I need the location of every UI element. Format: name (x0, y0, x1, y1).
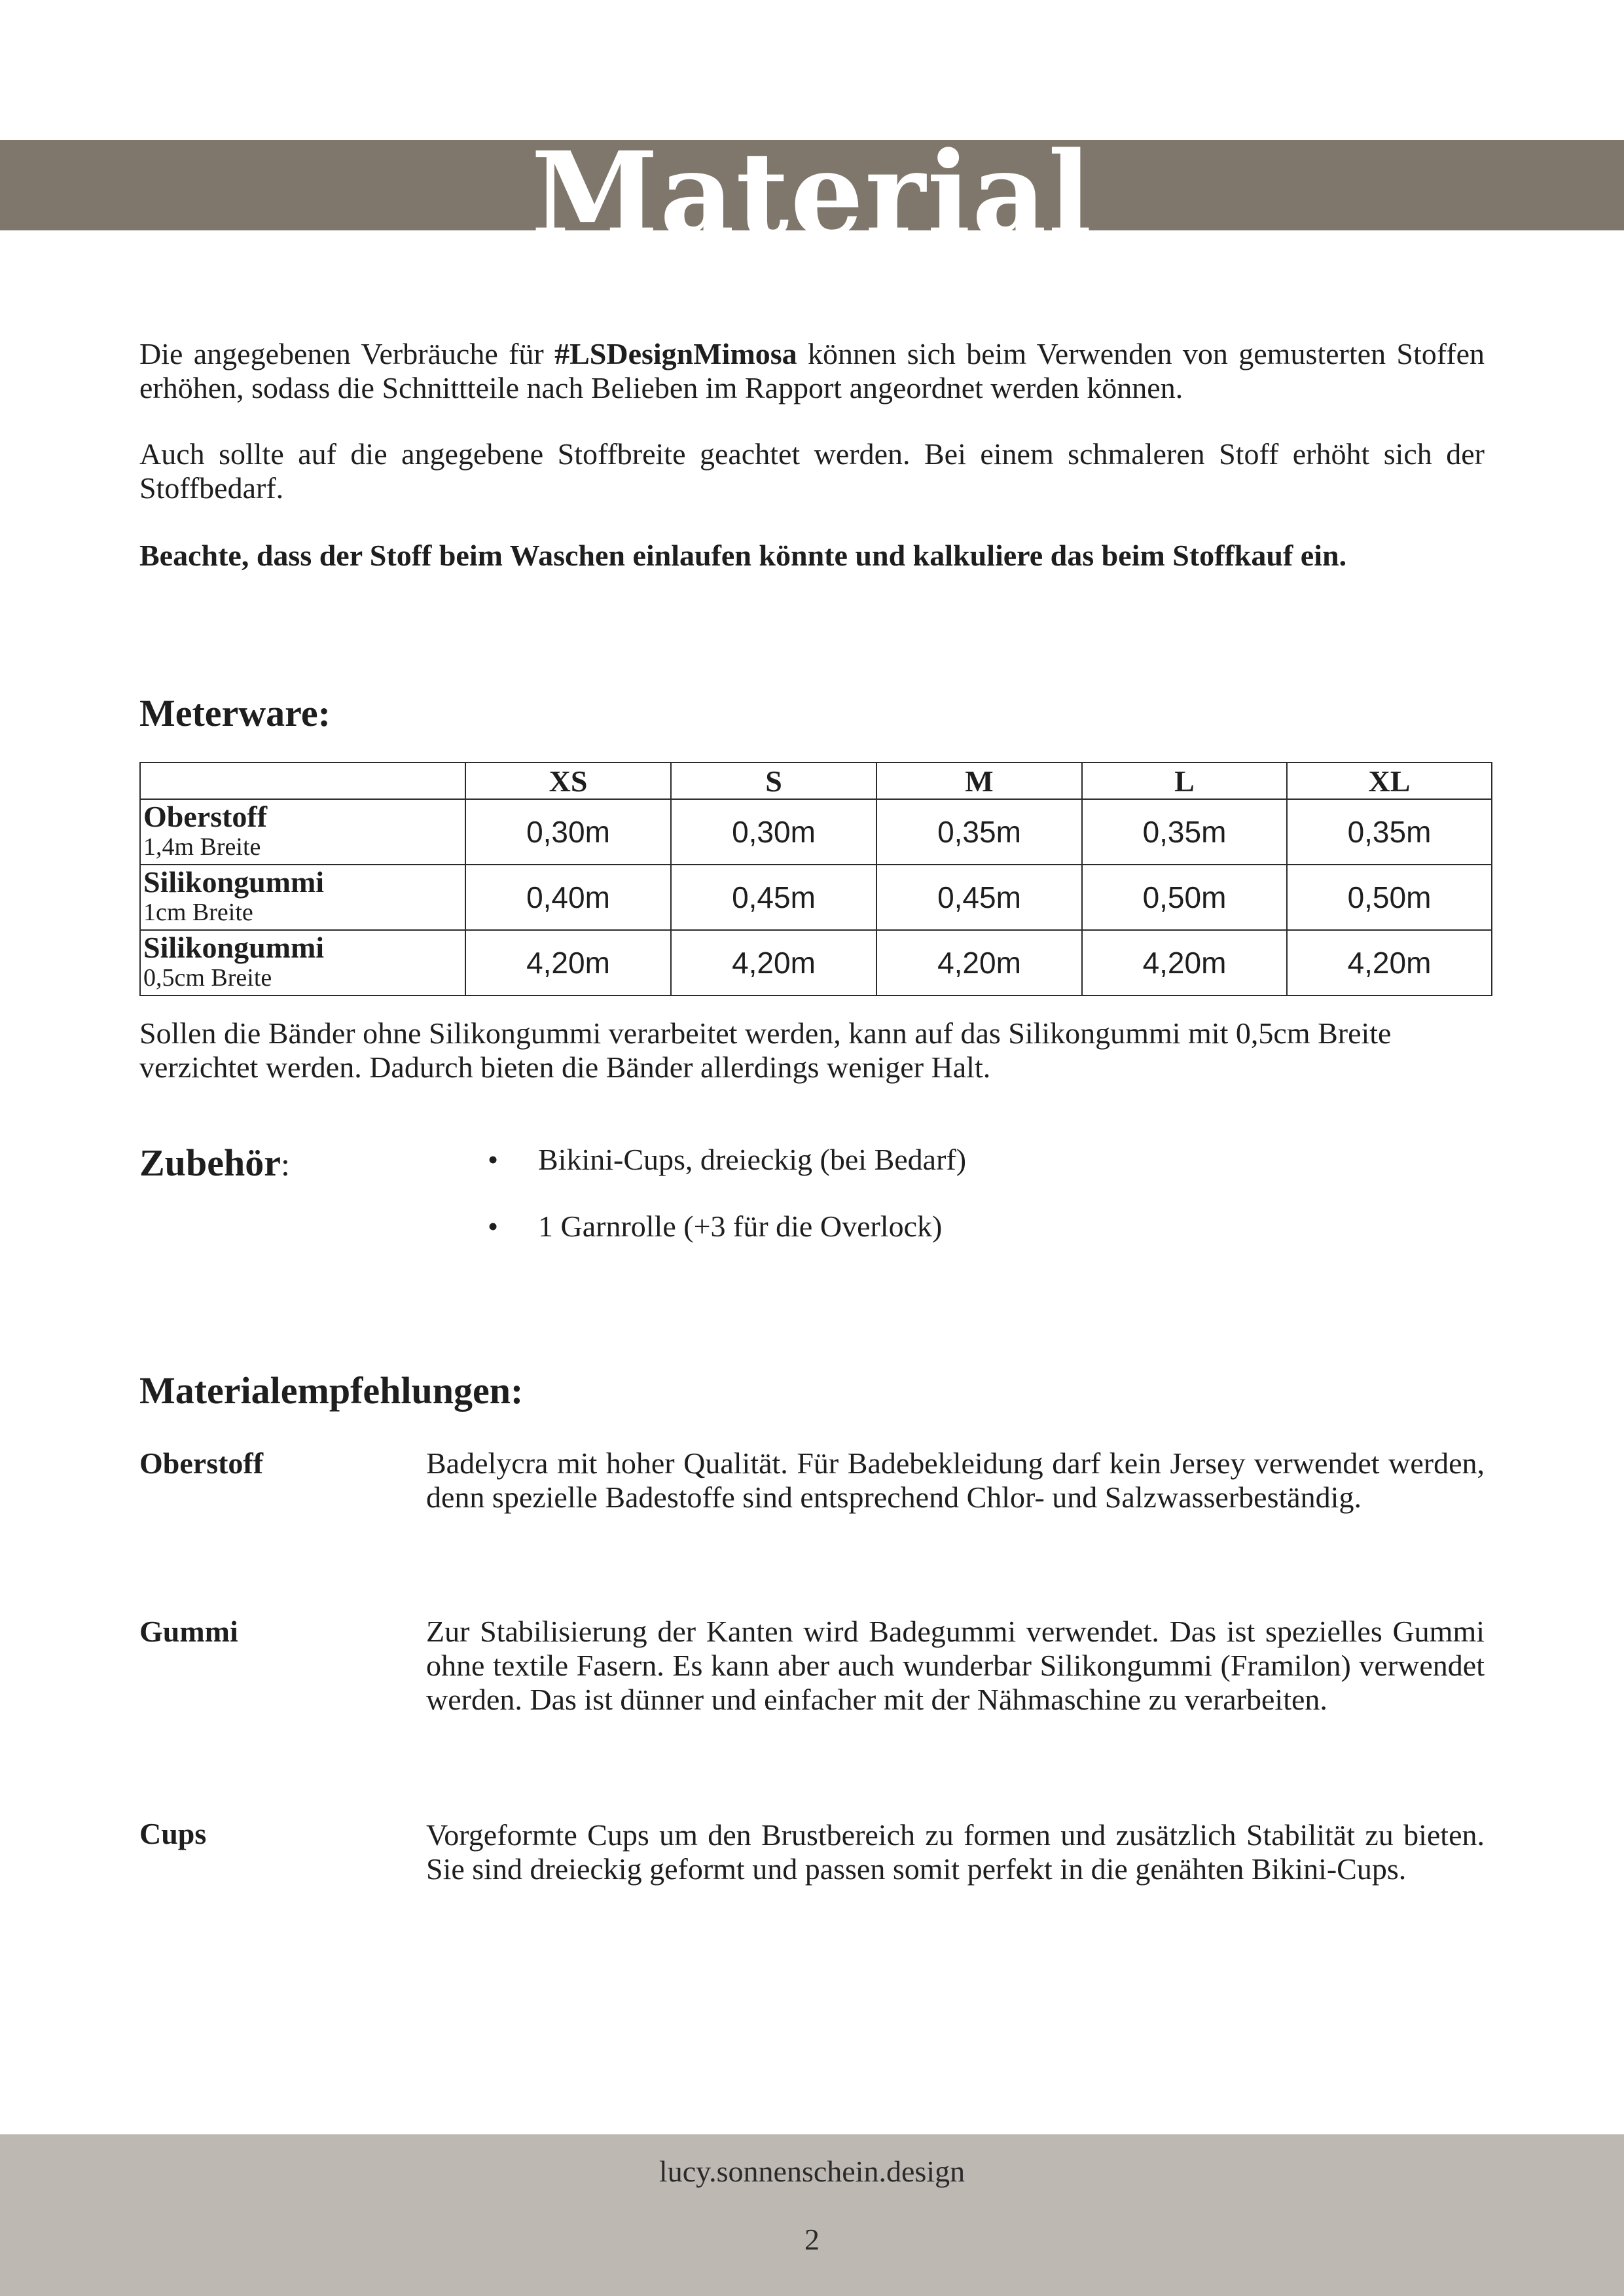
size-header-m: M (876, 762, 1082, 799)
row-header (140, 930, 465, 996)
row-subtitle: 0,5cm Breite (143, 964, 272, 992)
meterware-note: Sollen die Bänder ohne Silikongummi verarbeitet werden, kann auf das Silikongummi mit 0,5cm Breite verzichtet werden. Dadurch bieten die Bänder allerdings weniger Halt. (139, 1016, 1392, 1084)
table-cell: 0,50m (1082, 865, 1287, 930)
table-cell: 4,20m (465, 930, 671, 996)
hashtag: #LSDesignMimosa (554, 337, 797, 370)
size-header-s: S (671, 762, 876, 799)
size-header-xl: XL (1287, 762, 1492, 799)
table-cell: 0,35m (1287, 799, 1492, 865)
row-header (140, 799, 465, 865)
table-cell: 4,20m (1287, 930, 1492, 996)
table-row (140, 799, 1492, 865)
table-row (140, 865, 1492, 930)
size-header-l: L (1082, 762, 1287, 799)
page-number: 2 (804, 2223, 820, 2256)
intro-p1-before: Die angegebenen Verbräuche für (139, 337, 555, 370)
list-item (488, 1143, 966, 1177)
intro-paragraph-3: Beachte, dass der Stoff beim Waschen einlaufen könnte und kalkuliere das beim Stoffkauf ein. (139, 539, 1347, 572)
bullet-icon: • (488, 1143, 499, 1176)
recommendation-label-oberstoff: Oberstoff (139, 1446, 264, 1480)
zubehoer-heading-text: Zubehör (139, 1141, 281, 1184)
list-item-text: 1 Garnrolle (+3 für die Overlock) (538, 1210, 943, 1243)
table-cell: 0,35m (876, 799, 1082, 865)
intro-p1-after: können sich beim Verwenden von gemusterten Stoffen erhöhen, sodass die Schnittteile nach Belieben im Rapport angeordnet werden können. (139, 337, 1485, 404)
list-item-text: Bikini-Cups, dreieckig (bei Bedarf) (538, 1143, 967, 1176)
recommendation-text-cups: Vorgeformte Cups um den Brustbereich zu formen und zusätzlich Stabilität zu bieten. Sie sind dreieckig geformt und passen somit perfekt in die genähten Bikini-Cups. (426, 1818, 1485, 1886)
row-header (140, 865, 465, 930)
meterware-table (139, 762, 1492, 996)
table-cell: 0,35m (1082, 799, 1287, 865)
row-name: Silikongummi (143, 865, 325, 899)
footer-url: lucy.sonnenschein.design (659, 2155, 965, 2188)
table-header-row (140, 762, 1492, 799)
row-subtitle: 1,4m Breite (143, 833, 261, 861)
table-cell: 4,20m (876, 930, 1082, 996)
recommendation-label-cups: Cups (139, 1817, 207, 1850)
row-name: Silikongummi (143, 931, 325, 964)
table-cell: 0,45m (876, 865, 1082, 930)
recommendation-label-gummi: Gummi (139, 1615, 238, 1648)
recommendation-text-gummi: Zur Stabilisierung der Kanten wird Badegummi verwendet. Das ist spezielles Gummi ohne textile Fasern. Es kann aber auch wunderbar Silikongummi (Framilon) verwendet werden. Das ist dünner und einfacher mit der Nähmaschine zu verarbeiten. (426, 1615, 1485, 1716)
table-row (140, 930, 1492, 996)
table-cell: 0,45m (671, 865, 876, 930)
table-cell: 4,20m (671, 930, 876, 996)
intro-paragraph-1 (139, 337, 1485, 405)
list-item (488, 1210, 942, 1244)
table-cell: 0,50m (1287, 865, 1492, 930)
page-title: Material (531, 126, 1093, 262)
intro-paragraph-2: Auch sollte auf die angegebene Stoffbreite geachtet werden. Bei einem schmaleren Stoff erhöht sich der Stoffbedarf. (139, 437, 1485, 505)
size-header-xs: XS (465, 762, 671, 799)
table-corner-cell (140, 762, 465, 799)
zubehoer-heading (139, 1141, 290, 1186)
recommendation-text-oberstoff: Badelycra mit hoher Qualität. Für Badebekleidung darf kein Jersey verwendet werden, denn spezielle Badestoffe sind entsprechend Chlor- und Salzwasserbeständig. (426, 1446, 1485, 1514)
table-cell: 0,30m (671, 799, 876, 865)
table-cell: 0,30m (465, 799, 671, 865)
empfehlungen-heading: Materialempfehlungen: (139, 1369, 524, 1412)
table-cell: 0,40m (465, 865, 671, 930)
row-name: Oberstoff (143, 800, 268, 833)
bullet-icon: • (488, 1210, 499, 1243)
table-cell: 4,20m (1082, 930, 1287, 996)
meterware-heading: Meterware: (139, 692, 331, 734)
row-subtitle: 1cm Breite (143, 899, 253, 926)
zubehoer-colon: : (280, 1146, 290, 1183)
